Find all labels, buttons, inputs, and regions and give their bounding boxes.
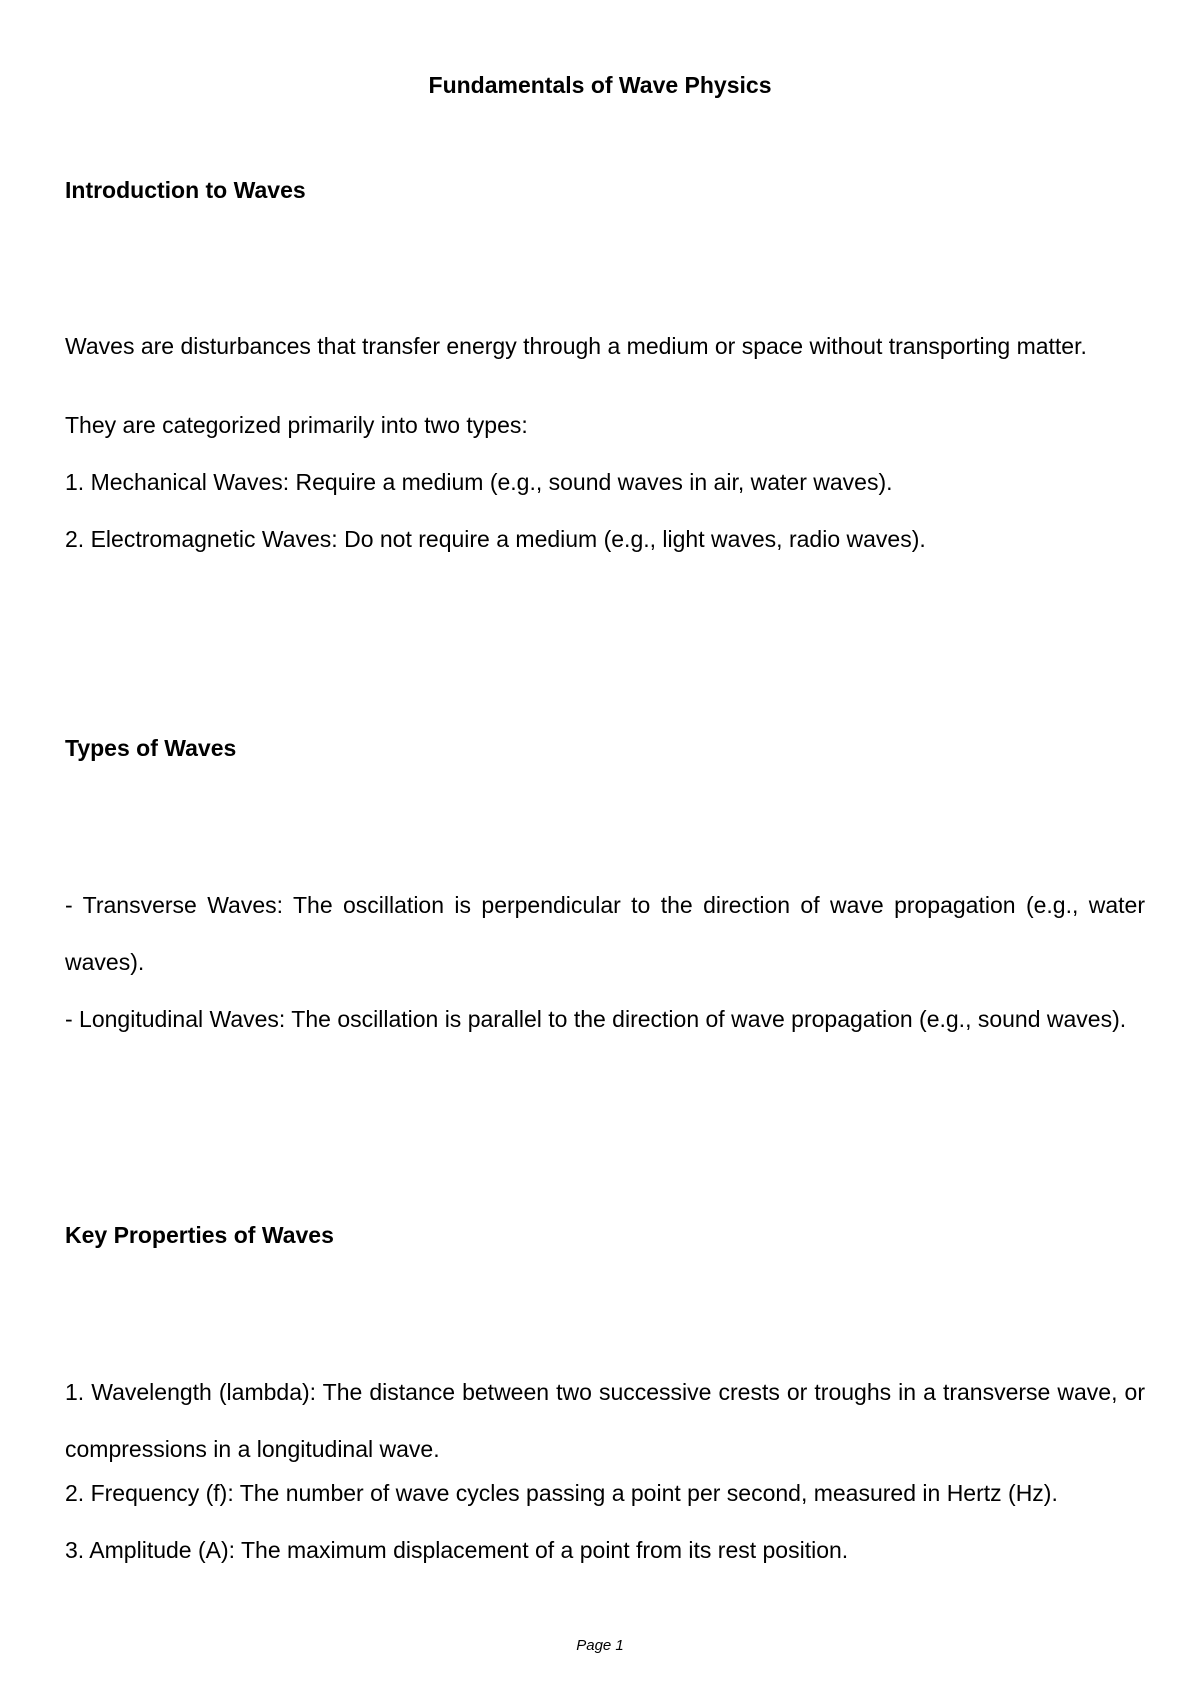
page-number: Page 1: [576, 1637, 624, 1654]
properties-list-item: 3. Amplitude (A): The maximum displacement of a point from its rest position.: [65, 1537, 849, 1563]
section-heading-introduction: Introduction to Waves: [65, 177, 306, 203]
introduction-line: 2. Electromagnetic Waves: Do not require a medium (e.g., light waves, radio waves).: [65, 526, 926, 552]
introduction-paragraph: Waves are disturbances that transfer energy through a medium or space without transporting matter.: [65, 333, 1087, 359]
properties-list-item: 1. Wavelength (lambda): The distance between two successive crests or troughs in a transverse wave, or compressions in a longitudinal wave.: [65, 1379, 1145, 1462]
section-heading-types: Types of Waves: [65, 735, 237, 761]
types-list-item: - Transverse Waves: The oscillation is perpendicular to the direction of wave propagation (e.g., water waves).: [65, 892, 1145, 975]
properties-list-item: 2. Frequency (f): The number of wave cycles passing a point per second, measured in Hertz (Hz).: [65, 1480, 1058, 1506]
types-list-item: - Longitudinal Waves: The oscillation is parallel to the direction of wave propagation (e.g., sound waves).: [65, 1006, 1127, 1032]
document-title: Fundamentals of Wave Physics: [428, 72, 772, 98]
section-heading-properties: Key Properties of Waves: [65, 1222, 334, 1248]
introduction-line: They are categorized primarily into two types:: [65, 412, 528, 438]
introduction-line: 1. Mechanical Waves: Require a medium (e.g., sound waves in air, water waves).: [65, 469, 893, 495]
